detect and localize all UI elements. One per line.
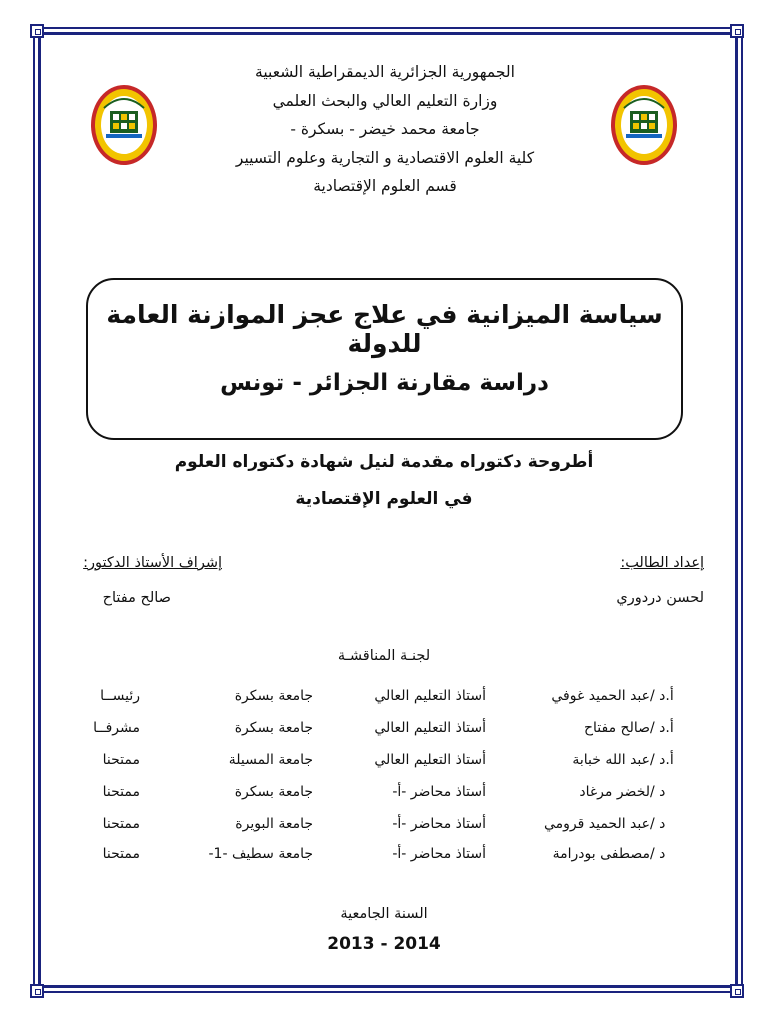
thesis-title-box — [86, 278, 683, 440]
member-rank: أستاذ محاضر -أ- — [392, 784, 486, 800]
member-university: جامعة بسكرة — [234, 720, 313, 736]
student-name: لحسن دردوري — [616, 590, 704, 606]
member-role: ممتحنا — [102, 846, 140, 862]
university-seal-icon — [610, 84, 678, 166]
member-title: أ.د / — [650, 752, 674, 768]
member-title: د / — [650, 846, 666, 862]
member-name: عبد الله خبابة — [572, 752, 650, 768]
supervisor-name: صالح مفتاح — [102, 590, 171, 606]
committee-row — [0, 846, 768, 870]
committee-row — [0, 752, 768, 776]
member-role: ممتحنا — [102, 752, 140, 768]
corner-ornament — [730, 984, 744, 998]
corner-ornament — [30, 984, 44, 998]
member-role: رئيســا — [100, 688, 140, 704]
faculty-line: كلية العلوم الاقتصادية و التجارية وعلوم التسيير — [235, 148, 535, 167]
degree-field: في العلوم الإقتصادية — [295, 489, 473, 509]
member-rank: أستاذ محاضر -أ- — [392, 846, 486, 862]
member-title: أ.د / — [650, 720, 674, 736]
academic-year-label: السنة الجامعية — [340, 906, 428, 922]
committee-row — [0, 720, 768, 744]
institution-header — [170, 58, 600, 201]
country-line: الجمهورية الجزائرية الديمقراطية الشعبية — [255, 63, 515, 81]
member-title: د / — [650, 784, 666, 800]
member-name: عبد الحميد قرومي — [543, 816, 650, 832]
supervisor-label: إشراف الأستاذ الدكتور: — [83, 555, 222, 571]
university-seal-icon — [90, 84, 158, 166]
member-rank: أستاذ محاضر -أ- — [392, 816, 486, 832]
member-name: عبد الحميد غوفي — [551, 688, 650, 704]
member-rank: أستاذ التعليم العالي — [374, 720, 486, 736]
committee-row — [0, 784, 768, 808]
thesis-subtitle: دراسة مقارنة الجزائر - تونس — [220, 370, 549, 396]
member-name: لخضر مرغاد — [579, 784, 650, 800]
member-university: جامعة بسكرة — [234, 688, 313, 704]
thesis-title: سياسة الميزانية في علاج عجز الموازنة العامة للدولة — [106, 300, 663, 358]
corner-ornament — [730, 24, 744, 38]
member-title: د / — [650, 816, 666, 832]
ministry-line: وزارة التعليم العالي والبحث العلمي — [272, 91, 498, 110]
member-rank: أستاذ التعليم العالي — [374, 688, 486, 704]
member-role: مشرفــا — [93, 720, 140, 736]
committee-row — [0, 816, 768, 840]
university-line: جامعة محمد خيضر - بسكرة - — [290, 120, 480, 138]
member-title: أ.د / — [650, 688, 674, 704]
member-rank: أستاذ التعليم العالي — [374, 752, 486, 768]
corner-ornament — [30, 24, 44, 38]
member-role: ممتحنا — [102, 784, 140, 800]
member-role: ممتحنا — [102, 816, 140, 832]
member-name: صالح مفتاح — [583, 720, 650, 736]
department-line: قسم العلوم الإقتصادية — [313, 177, 457, 195]
student-label: إعداد الطالب: — [620, 555, 704, 571]
member-name: مصطفى بودرامة — [552, 846, 650, 862]
degree-statement: أطروحة دكتوراه مقدمة لنيل شهادة دكتوراه العلوم — [174, 452, 594, 472]
committee-title: لجنـة المناقشـة — [337, 648, 431, 664]
academic-year: 2013 - 2014 — [327, 934, 441, 954]
committee-row — [0, 688, 768, 712]
member-university: جامعة سطيف -1- — [208, 846, 313, 862]
member-university: جامعة بسكرة — [234, 784, 313, 800]
member-university: جامعة المسيلة — [228, 752, 313, 768]
member-university: جامعة البويرة — [235, 816, 313, 832]
